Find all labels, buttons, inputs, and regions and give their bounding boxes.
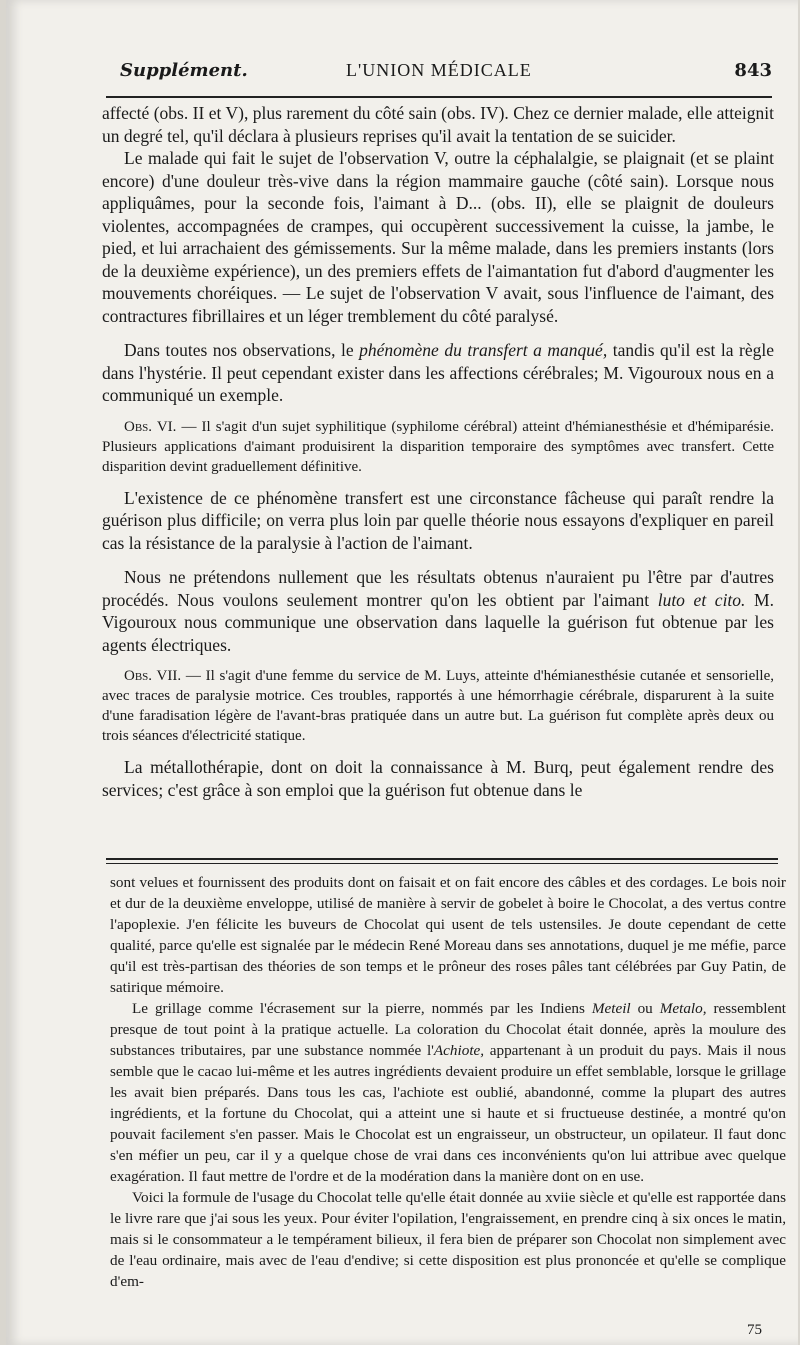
feuilleton-paragraph-2: Le grillage comme l'écrasement sur la pierre, nommés par les Indiens Meteil ou Metalo, ressemblent presque de tout point à la pratique actuelle. La coloration du Chocolat était donnée, après la moulure des substances tributaires, par une substance nommée l'Achiote, appartenant à un produit du pays. Mais il nous semble que le cacao lui-même et les autres ingrédients devaient produire un effet semblable, lorsque le grillage les avait bien préparés. Dans tous les cas, l'achiote est oublié, abandonné, comme la plupart des autres ingrédients, et la fortune du Chocolat, qui a atteint une si haute et si fructueuse destinée, a montré qu'on pouvait facilement s'en passer. Mais le Chocolat est un engraisseur, un obstructeur, un opilateur. Il faut donc s'en méfier un peu, car il y a quelque chose de vrai dans ces inconvénients qu'on lui attribue avec quelque exagération. Il faut mettre de l'ordre et de la modération dans la manière dont on en use.	[110, 1000, 787, 1185]
feuilleton-text	[110, 872, 786, 1292]
running-header	[106, 60, 772, 88]
header-page-number: 843	[734, 60, 772, 81]
paragraph-5: Nous ne prétendons nullement que les résultats obtenus n'auraient pu l'être par d'autres procédés. Nous voulons seulement montrer qu'on les obtient par l'aimant luto et cito. M. Vigouroux nous communique une observation dans laquelle la guérison fut obtenue par les agents électriques.	[102, 567, 774, 655]
obs-7-label: Obs. VII.	[124, 668, 182, 684]
paragraph-6: La métallothérapie, dont on doit la connaissance à M. Burq, peut également rendre des services; c'est grâce à son emploi que la guérison fut obtenue dans le	[102, 757, 774, 800]
emphasis-luto-et-cito: luto et cito.	[657, 589, 746, 610]
paragraph-3: Dans toutes nos observations, le phénomène du transfert a manqué, tandis qu'il est la règle dans l'hystérie. Il peut cependant exister dans les affections cérébrales; M. Vigouroux nous en a communiqué un exemple.	[102, 340, 774, 405]
signature-number: 75	[747, 1322, 762, 1338]
feuilleton-paragraph-3: Voici la formule de l'usage du Chocolat telle qu'elle était donnée au xviie siècle et qu'elle est rapportée dans le livre rare que j'ai sous les yeux. Pour éviter l'opilation, l'engraissement, en prendre cinq à six onces le matin, mais si le consommateur a le tempérament bilieux, il fera bien de préparer son Chocolat non simplement avec de l'eau ordinaire, mais avec de l'eau d'endive; si cette disposition est plus prononcée et qu'elle se complique d'em-	[110, 1189, 786, 1290]
paragraph-2: Le malade qui fait le sujet de l'observation V, outre la céphalalgie, se plaignait (et se plaint encore) d'une douleur très-vive dans la région mammaire gauche (côté sain). Lorsque nous appliquâmes, pour la seconde fois, l'aimant à D... (obs. II), elle se plaignit de douleurs violentes, accompagnées de crampes, qui occupèrent successivement la cuisse, la jambe, le pied, et lui arrachaient des gémissements. Sur la même malade, dans les premiers instants (lors de la deuxième expérience), un des premiers effets de l'aimantation fut d'abord d'augmenter les mouvements choréiques. — Le sujet de l'observation V avait, sous l'influence de l'aimant, des contractures fibrillaires et un léger tremblement du côté paralysé.	[102, 148, 774, 326]
paragraph-4: L'existence de ce phénomène transfert est une circonstance fâcheuse qui paraît rendre la guérison plus difficile; on verra plus loin par quelle théorie nous essayons d'expliquer en pareil cas la résistance de la paralysie à l'action de l'aimant.	[102, 487, 774, 553]
main-text	[102, 102, 774, 801]
observation-6: Obs. VI. — Il s'agit d'un sujet syphilitique (syphilome cérébral) atteint d'hémianesthésie et d'hémiparésie. Plusieurs applications d'aimant produisirent la disparition temporaire des symptômes avec transfert. Cette disparition devint graduellement définitive.	[102, 418, 775, 475]
feuilleton-paragraph-1: sont velues et fournissent des produits dont on faisait et on fait encore des câbles et des cordages. Le bois noir et dur de la deuxième enveloppe, utilisé de manière à servir de gobelet à boire le Chocolat, a des vertus contre l'apoplexie. J'en félicite les buveurs de Chocolat qui usent de tels ustensiles. Je doute cependant de cette qualité, parce qu'elle est signalée par le médecin René Moreau dans ses annotations, duquel je me méfie, parce qu'il est très-partisan des théories de son temps et le prôneur des roses pâles tant célébrées par Guy Patin, de satirique mémoire.	[110, 874, 786, 996]
header-journal-title: L'UNION MÉDICALE	[346, 60, 532, 80]
paragraph-1: affecté (obs. II et V), plus rarement du côté sain (obs. IV). Chez ce dernier malade, elle atteignit un degré tel, qu'il déclara à plusieurs reprises qu'il avait la tentation de se suicider.	[102, 103, 774, 146]
footnote-rule-thick	[106, 858, 778, 860]
emphasis-phenomene: phénomène du transfert a manqué,	[359, 340, 608, 360]
document-page	[6, 0, 798, 1345]
footnote-rule-thin	[106, 863, 778, 864]
header-rule	[106, 96, 772, 98]
obs-6-label: Obs. VI.	[124, 418, 177, 435]
observation-7: Obs. VII. — Il s'agit d'une femme du service de M. Luys, atteinte d'hémianesthésie cutanée et sensorielle, avec traces de paralysie motrice. Ces troubles, rapportés à une hémorrhagie cérébrale, disparurent à la suite d'une faradisation légère de l'avant-bras pratiquée dans un autre but. La guérison fut complète après deux ou trois séances d'électricité statique.	[102, 668, 774, 744]
header-section-label: Supplément.	[120, 60, 248, 81]
